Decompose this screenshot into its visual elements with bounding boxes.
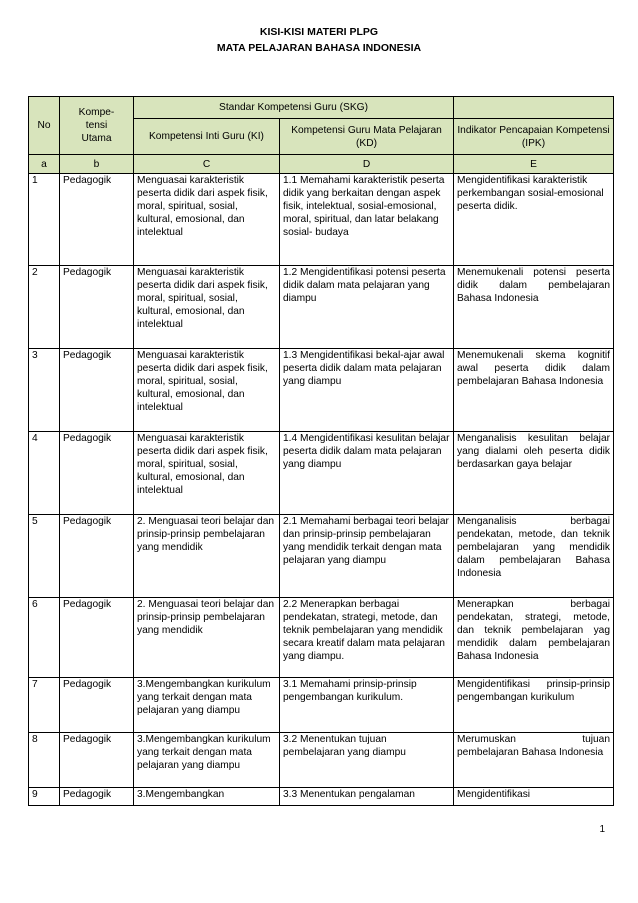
row-kompetensi: Pedagogik	[60, 515, 134, 598]
row-kd: 3.2 Menentukan tujuan pembelajaran yang diampu	[280, 733, 454, 788]
page-number: 1	[599, 824, 605, 835]
row-kd: 1.4 Mengidentifikasi kesulitan belajar peserta didik dalam mata pelajaran yang diampu	[280, 432, 454, 515]
row-no: 9	[29, 788, 60, 806]
table-row	[29, 788, 614, 806]
row-ipk: Mengidentifikasi	[454, 788, 614, 806]
row-kd: 2.1 Memahami berbagai teori belajar dan prinsip-prinsip pembelajaran yang mendidik terkait dengan mata pelajaran yang diampu	[280, 515, 454, 598]
row-no: 8	[29, 733, 60, 788]
header-ipk: Indikator Pencapaian Kompetensi (IPK)	[454, 119, 614, 155]
table-row	[29, 349, 614, 432]
row-ipk: Menemukenali potensi peserta didik dalam pembelajaran Bahasa Indonesia	[454, 266, 614, 349]
row-no: 5	[29, 515, 60, 598]
row-kompetensi: Pedagogik	[60, 174, 134, 266]
row-kompetensi: Pedagogik	[60, 788, 134, 806]
table-row	[29, 678, 614, 733]
table-row	[29, 266, 614, 349]
row-ipk: Mengidentifikasi karakteristik perkembangan sosial-emosional peserta didik.	[454, 174, 614, 266]
row-ki: 3.Mengembangkan kurikulum yang terkait dengan mata pelajaran yang diampu	[134, 733, 280, 788]
row-no: 4	[29, 432, 60, 515]
row-ipk: Menganalisis berbagai pendekatan, metode, dan teknik pembelajaran yang mendidik dalam pembelajaran Bahasa Indonesia	[454, 515, 614, 598]
table-row	[29, 733, 614, 788]
header-letter-c: C	[134, 155, 280, 174]
row-ki: Menguasai karakteristik peserta didik dari aspek fisik, moral, spiritual, sosial, kultural, emosional, dan intelektual	[134, 174, 280, 266]
row-kompetensi: Pedagogik	[60, 678, 134, 733]
row-kd: 2.2 Menerapkan berbagai pendekatan, strategi, metode, dan teknik pembelajaran yang mendidik secara kreatif dalam mata pelajaran yang diampu.	[280, 598, 454, 678]
row-kd: 1.2 Mengidentifikasi potensi peserta didik dalam mata pelajaran yang diampu	[280, 266, 454, 349]
table-row	[29, 515, 614, 598]
row-ki: Menguasai karakteristik peserta didik dari aspek fisik, moral, spiritual, sosial, kultural, emosional, dan intelektual	[134, 349, 280, 432]
row-ipk: Menemukenali skema kognitif awal peserta didik dalam pembelajaran Bahasa Indonesia	[454, 349, 614, 432]
row-ki: 3.Mengembangkan	[134, 788, 280, 806]
row-ipk: Mengidentifikasi prinsip-prinsip pengembangan kurikulum	[454, 678, 614, 733]
header-skg: Standar Kompetensi Guru (SKG)	[134, 97, 454, 119]
table-row	[29, 432, 614, 515]
document-title: KISI-KISI MATERI PLPG	[259, 26, 379, 38]
header-empty	[454, 97, 614, 119]
table-row	[29, 174, 614, 266]
row-kd: 1.1 Memahami karakteristik peserta didik yang berkaitan dengan aspek fisik, intelektual, sosial-emosional, moral, spiritual, dan latar belakang sosial- budaya	[280, 174, 454, 266]
row-no: 7	[29, 678, 60, 733]
header-letter-d: D	[280, 155, 454, 174]
row-ki: 3.Mengembangkan kurikulum yang terkait dengan mata pelajaran yang diampu	[134, 678, 280, 733]
row-ki: 2. Menguasai teori belajar dan prinsip-prinsip pembelajaran yang mendidik	[134, 598, 280, 678]
row-ki: Menguasai karakteristik peserta didik dari aspek fisik, moral, spiritual, sosial, kultural, emosional, dan intelektual	[134, 432, 280, 515]
table-row	[29, 598, 614, 678]
row-ki: 2. Menguasai teori belajar dan prinsip-prinsip pembelajaran yang mendidik	[134, 515, 280, 598]
header-no: No	[29, 97, 60, 155]
row-no: 1	[29, 174, 60, 266]
row-kompetensi: Pedagogik	[60, 266, 134, 349]
row-kd: 1.3 Mengidentifikasi bekal-ajar awal peserta didik dalam mata pelajaran yang diampu	[280, 349, 454, 432]
header-letter-a: a	[29, 155, 60, 174]
header-letter-e: E	[454, 155, 614, 174]
row-no: 3	[29, 349, 60, 432]
row-ipk: Menerapkan berbagai pendekatan, strategi, metode, dan teknik pembelajaran yag mendidik dalam pembelajaran Bahasa Indonesia	[454, 598, 614, 678]
header-kompetensi-utama: Kompe- tensi Utama	[60, 97, 134, 155]
row-kompetensi: Pedagogik	[60, 349, 134, 432]
header-kd: Kompetensi Guru Mata Pelajaran (KD)	[280, 119, 454, 155]
row-kd: 3.1 Memahami prinsip-prinsip pengembangan kurikulum.	[280, 678, 454, 733]
row-no: 6	[29, 598, 60, 678]
row-ki: Menguasai karakteristik peserta didik dari aspek fisik, moral, spiritual, sosial, kultural, emosional, dan intelektual	[134, 266, 280, 349]
row-kd: 3.3 Menentukan pengalaman	[280, 788, 454, 806]
row-ipk: Merumuskan tujuan pembelajaran Bahasa Indonesia	[454, 733, 614, 788]
document-subtitle: MATA PELAJARAN BAHASA INDONESIA	[216, 42, 422, 54]
row-kompetensi: Pedagogik	[60, 733, 134, 788]
row-no: 2	[29, 266, 60, 349]
header-letter-b: b	[60, 155, 134, 174]
kisi-kisi-table	[28, 96, 614, 806]
row-ipk: Menganalisis kesulitan belajar yang dialami oleh peserta didik berdasarkan gaya belajar	[454, 432, 614, 515]
row-kompetensi: Pedagogik	[60, 432, 134, 515]
header-ki: Kompetensi Inti Guru (KI)	[134, 119, 280, 155]
row-kompetensi: Pedagogik	[60, 598, 134, 678]
